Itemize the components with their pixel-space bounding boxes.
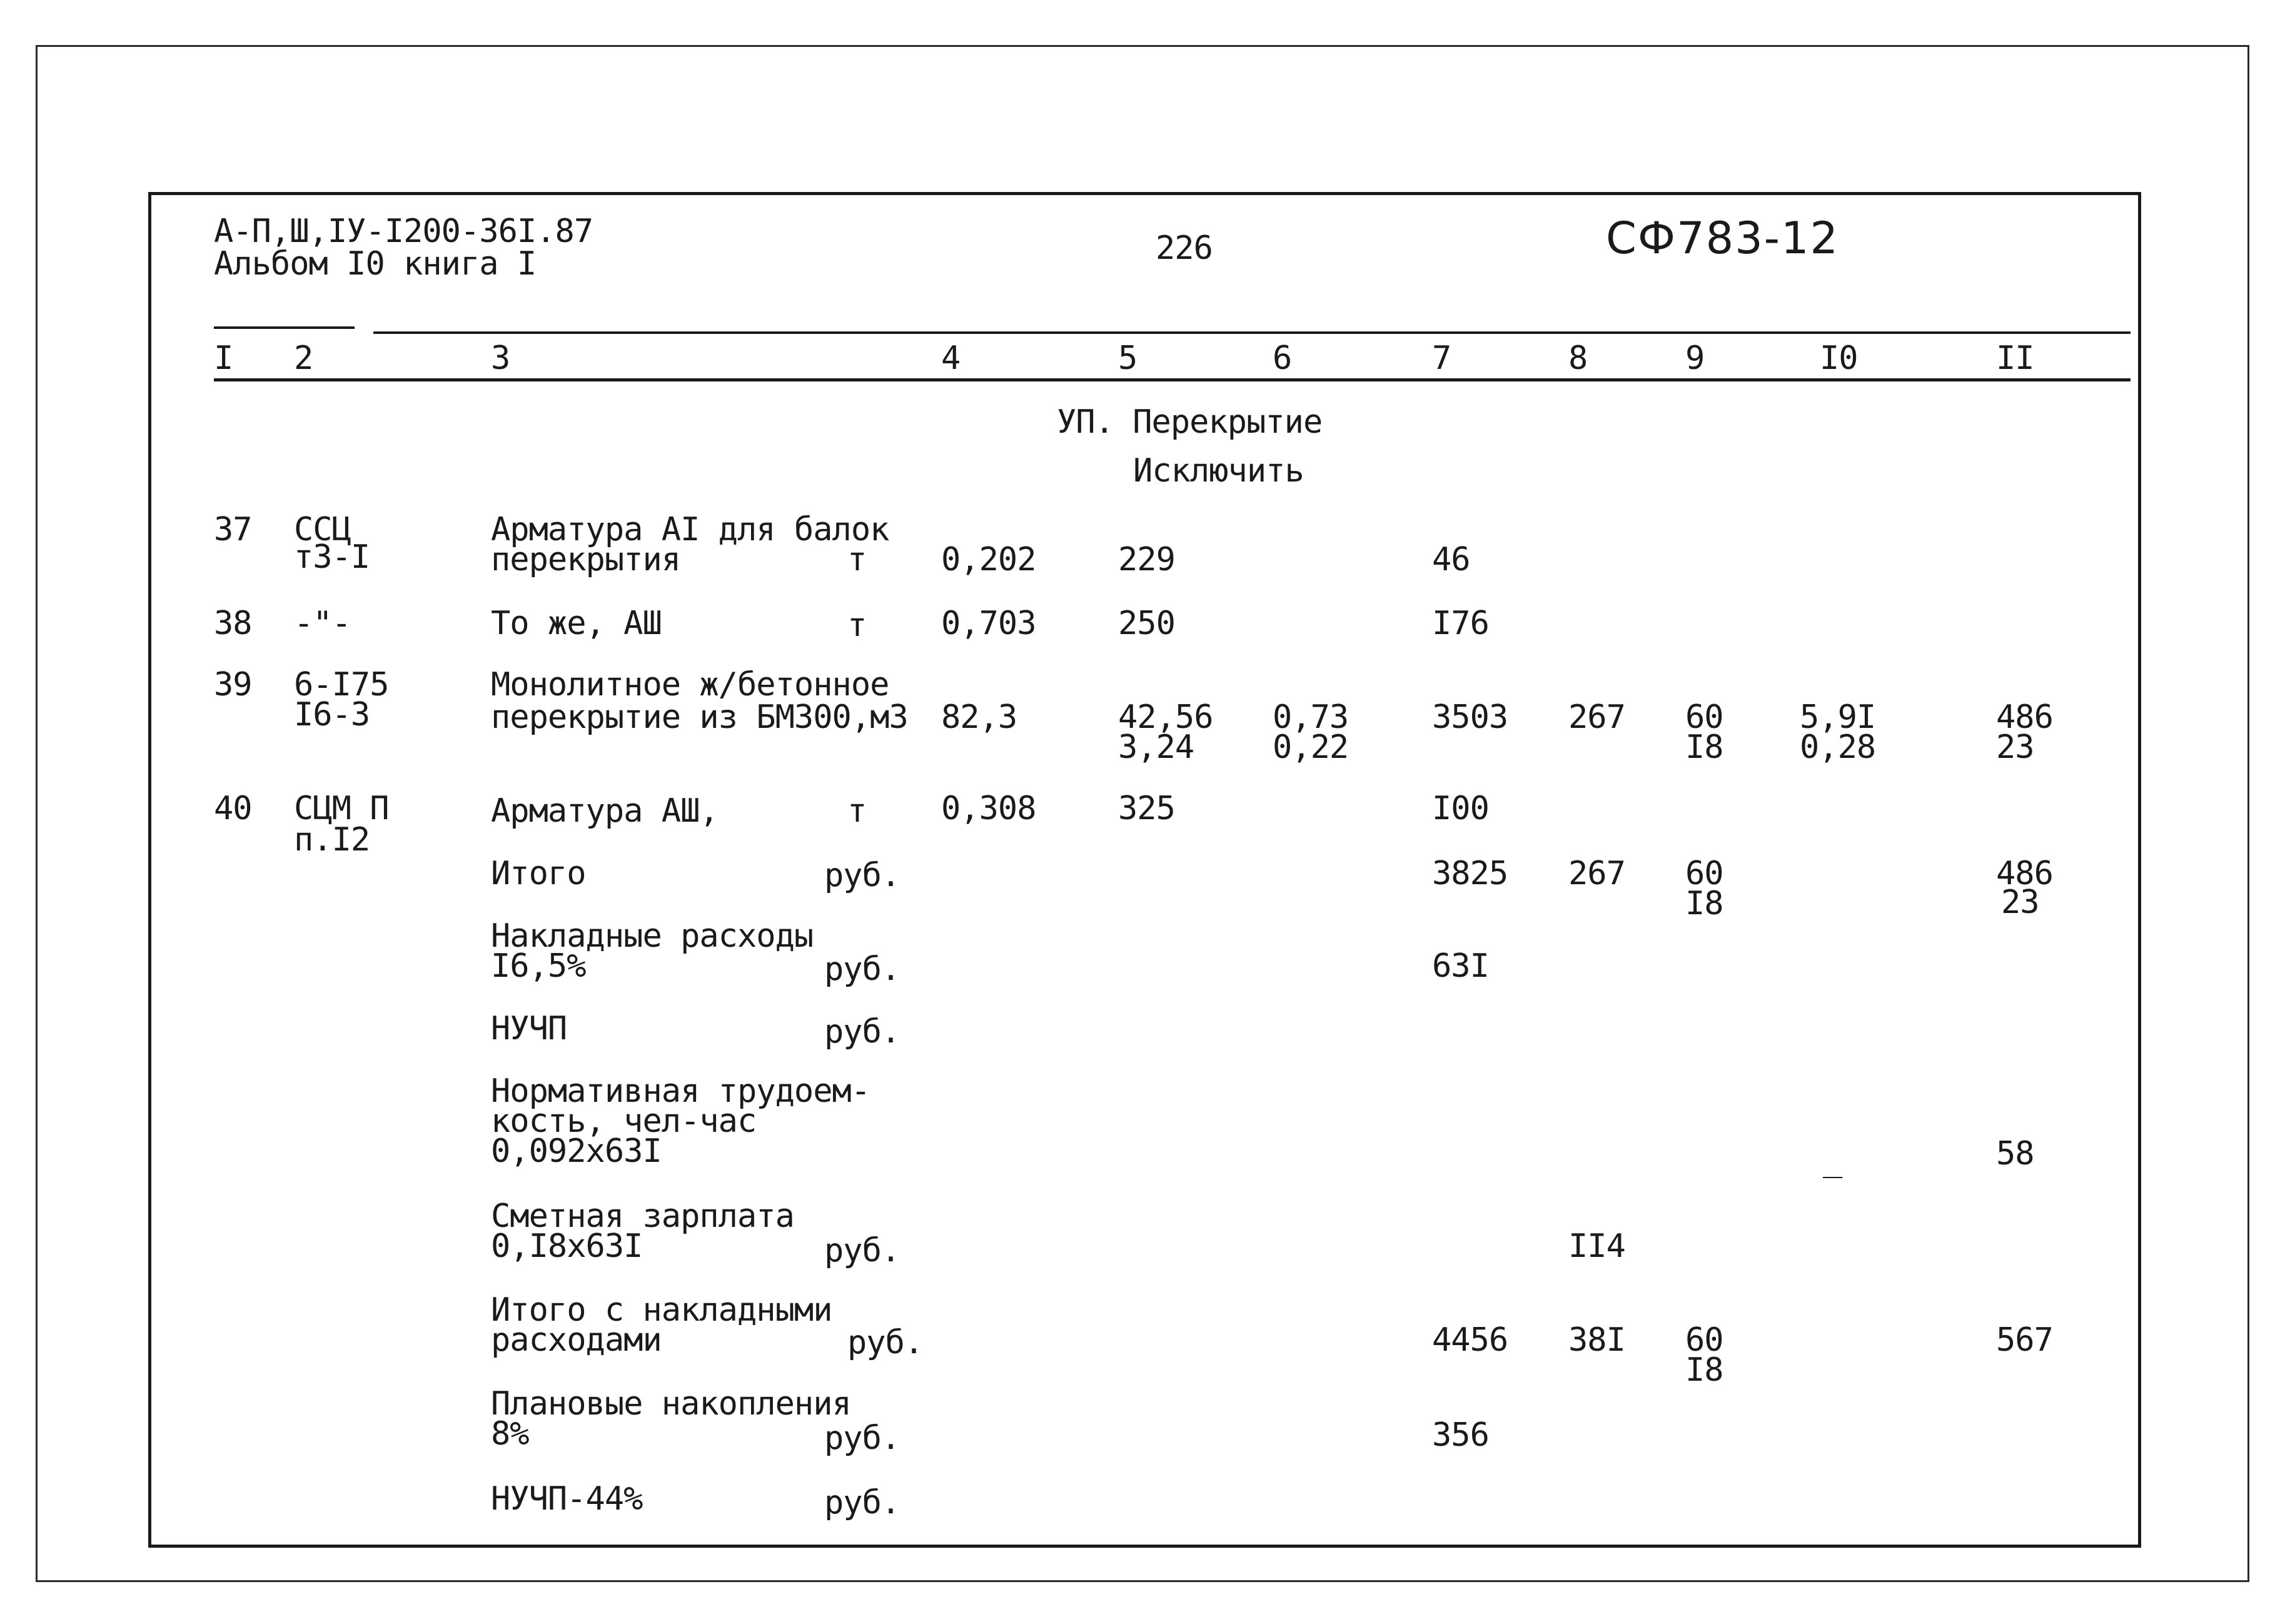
row-col9: 60 (1685, 699, 1723, 736)
labor-label: Нормативная трудоем- (491, 1072, 870, 1110)
top-rule (373, 331, 2131, 334)
row-unit: т (847, 607, 867, 644)
row-code: ССЦ (294, 511, 351, 548)
total-col8: 267 (1568, 855, 1625, 892)
row-col6: 0,22 (1273, 729, 1349, 766)
row-code: -"- (294, 605, 351, 642)
page-number: 226 (1156, 229, 1213, 267)
row-qty: 82,3 (941, 699, 1017, 736)
nuchp-label: НУЧП (491, 1010, 567, 1047)
col-10: I0 (1820, 340, 1858, 377)
row-name: Арматура АШ, (491, 792, 719, 830)
row-col5: 42,56 (1118, 699, 1213, 736)
col-3: 3 (491, 340, 510, 377)
row-code: п.I2 (294, 821, 370, 859)
row-name: перекрытия (491, 541, 681, 578)
total-overhead-unit: руб. (847, 1324, 924, 1361)
total-col11: 486 (1996, 855, 2053, 892)
row-name: Монолитное ж/бетонное (491, 666, 889, 704)
col-1: I (214, 340, 233, 377)
total-overhead-col9: I8 (1685, 1351, 1723, 1389)
overhead-label: Накладные расходы (491, 917, 814, 955)
inner-frame (148, 192, 2141, 1548)
short-rule (214, 326, 355, 329)
row-col7: I76 (1432, 605, 1489, 642)
labor-col10: _ (1823, 1141, 1842, 1179)
row-number: 39 (214, 666, 252, 704)
row-qty: 0,308 (941, 790, 1036, 827)
row-number: 37 (214, 511, 252, 548)
row-col11: 23 (1996, 729, 2034, 766)
total-col7: 3825 (1432, 855, 1508, 892)
wages-col8: II4 (1568, 1228, 1625, 1265)
row-col9: I8 (1685, 729, 1723, 766)
nuchp44-unit: руб. (824, 1484, 900, 1521)
row-code: т3-I (294, 538, 370, 576)
total-overhead-col8: 38I (1568, 1321, 1625, 1359)
col-6: 6 (1273, 340, 1292, 377)
section-subtitle: Исключить (1133, 452, 1304, 490)
total-col9: I8 (1685, 885, 1723, 922)
row-code: 6-I75 (294, 666, 389, 704)
column-header-rule (214, 378, 2131, 381)
total-col9: 60 (1685, 855, 1723, 892)
row-col8: 267 (1568, 699, 1625, 736)
total-overhead-label: Итого с накладными (491, 1291, 832, 1329)
savings-unit: руб. (824, 1420, 900, 1457)
wages-label: Сметная зарплата (491, 1198, 794, 1235)
row-col10: 0,28 (1800, 729, 1876, 766)
col-11: II (1996, 340, 2034, 377)
labor-col11: 58 (1996, 1135, 2034, 1173)
section-title: УП. Перекрытие (1057, 403, 1323, 441)
overhead-unit: руб. (824, 951, 900, 988)
row-col6: 0,73 (1273, 699, 1349, 736)
album-info: Альбом I0 книга I (214, 245, 537, 283)
row-col5: 325 (1118, 790, 1175, 827)
wages-unit: руб. (824, 1232, 900, 1269)
col-2: 2 (294, 340, 313, 377)
row-name: Арматура АI для балок (491, 511, 889, 548)
doc-code: А-П,Ш,IУ-I200-36I.87 (214, 213, 593, 250)
row-col7: I00 (1432, 790, 1489, 827)
row-col5: 229 (1118, 541, 1175, 578)
nuchp-unit: руб. (824, 1013, 900, 1051)
labor-label: кость, чел-час (491, 1102, 757, 1140)
row-name: перекрытие из БМ300,м3 (491, 699, 908, 736)
total-label: Итого (491, 855, 586, 892)
overhead-label: I6,5% (491, 947, 586, 985)
overhead-col7: 63I (1432, 947, 1489, 985)
col-7: 7 (1432, 340, 1451, 377)
savings-label: Плановые накопления (491, 1385, 851, 1423)
col-9: 9 (1685, 340, 1705, 377)
row-number: 38 (214, 605, 252, 642)
row-number: 40 (214, 790, 252, 827)
row-qty: 0,703 (941, 605, 1036, 642)
total-unit: руб. (824, 857, 900, 894)
total-col11: 23 (2001, 884, 2039, 921)
row-col11: 486 (1996, 699, 2053, 736)
row-col10: 5,9I (1800, 699, 1876, 736)
row-code: СЦМ П (294, 790, 389, 827)
row-col5: 250 (1118, 605, 1175, 642)
row-col7: 46 (1432, 541, 1470, 578)
wages-label: 0,I8х63I (491, 1228, 643, 1265)
col-5: 5 (1118, 340, 1137, 377)
labor-label: 0,092х63I (491, 1132, 662, 1170)
total-overhead-label: расходами (491, 1321, 662, 1359)
total-overhead-col11: 567 (1996, 1321, 2053, 1359)
row-col7: 3503 (1432, 699, 1508, 736)
savings-label: 8% (491, 1415, 529, 1453)
row-name: То же, АШ (491, 605, 662, 642)
row-unit: т (847, 792, 867, 830)
row-col5: 3,24 (1118, 729, 1194, 766)
total-overhead-col9: 60 (1685, 1321, 1723, 1359)
row-code: I6-3 (294, 696, 370, 734)
nuchp44-label: НУЧП-44% (491, 1480, 643, 1518)
savings-col7: 356 (1432, 1416, 1489, 1454)
col-4: 4 (941, 340, 961, 377)
stamp-code: СФ783-12 (1606, 213, 1840, 264)
row-qty: 0,202 (941, 541, 1036, 578)
col-8: 8 (1568, 340, 1588, 377)
total-overhead-col7: 4456 (1432, 1321, 1508, 1359)
row-unit: т (847, 541, 867, 578)
